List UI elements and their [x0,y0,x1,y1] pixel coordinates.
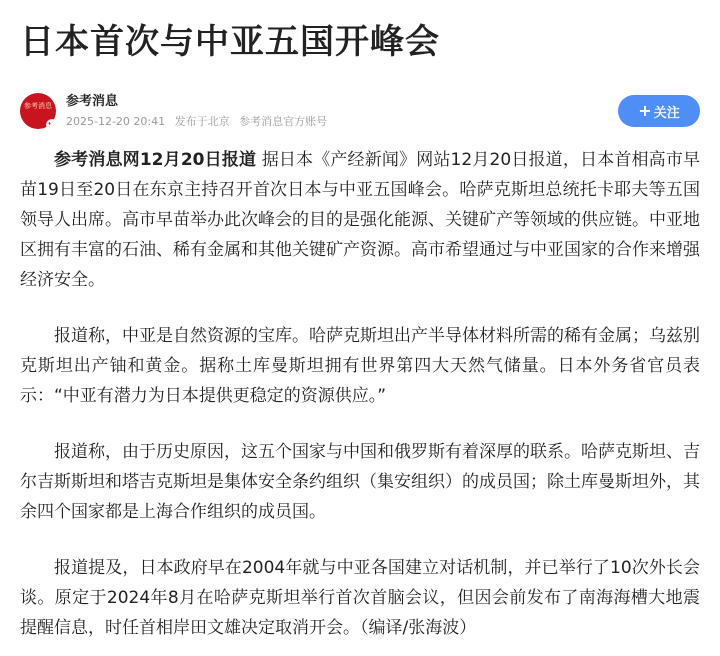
paragraph-text: 据日本《产经新闻》网站12月20日报道，日本首相高市早苗19日至20日在东京主持召开首次日本与中亚五国峰会。哈萨克斯坦总统托卡耶夫等五国领导人出席。高市早苗举办此次峰会的目的是强化能源、关键矿产等领域的供应链。中亚地区拥有丰富的石油、稀有金属和其他关键矿产资源。高市希望通过与中亚国家的合作来增强经济安全。 [20,150,700,290]
author-name[interactable]: 参考消息 [66,94,119,109]
publish-location: 发布于北京 [174,115,230,128]
article-paragraph: 报道提及，日本政府早在2004年就与中亚各国建立对话机制，并已举行了10次外长会谈。原定于2024年8月在哈萨克斯坦举行首次首脑会议，但因会前发布了南海海槽大地震提醒信息，时任首相岸田文雄决定取消开会。（编译/张海波） [20,558,700,638]
article-paragraph: 报道称，由于历史原因，这五个国家与中国和俄罗斯有着深厚的联系。哈萨克斯坦、吉尔吉斯斯坦和塔吉克斯坦是集体安全条约组织（集安组织）的成员国；除土库曼斯坦外，其余四个国家都是上海合作组织的成员国。 [20,442,700,522]
verified-v-icon [46,119,56,129]
account-type: 参考消息官方账号 [239,115,328,128]
avatar-logo-text: 参考消息 [24,102,52,110]
plus-icon: + [638,101,652,120]
follow-button[interactable] [618,95,700,127]
dateline: 参考消息网12月20日报道 [54,150,257,170]
article-title: 日本首次与中亚五国开峰会 [20,22,440,62]
author-avatar[interactable] [20,93,56,129]
article-body [20,145,700,643]
article-paragraph: 报道称，中亚是自然资源的宝库。哈萨克斯坦出产半导体材料所需的稀有金属；乌兹别克斯坦出产铀和黄金。据称土库曼斯坦拥有世界第四大天然气储量。日本外务省官员表示：“中亚有潜力为日本提供更稳定的资源供应。” [20,326,700,406]
author-meta [66,114,333,130]
publish-time: 2025-12-20 20:41 [66,115,166,128]
follow-label: 关注 [653,105,680,121]
author-bar [20,93,700,145]
article-paragraph [20,145,700,295]
